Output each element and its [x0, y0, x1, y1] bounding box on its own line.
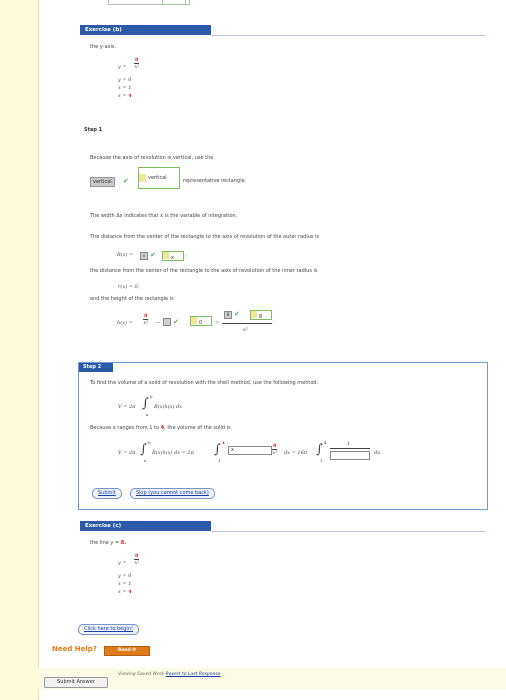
skip-button[interactable]: Skip (you cannot come back): [130, 488, 215, 499]
h-den2: x²: [243, 327, 248, 333]
v2-denominator-input[interactable]: [330, 451, 370, 460]
eq-y-fraction: [134, 57, 139, 70]
exercise-b-rule: [211, 35, 486, 36]
v-lower-a: a: [144, 458, 147, 463]
choice-gray-box[interactable]: vertical: [90, 177, 115, 187]
r-eq: r(x) = 0,: [118, 284, 140, 290]
h-small-box[interactable]: [163, 318, 171, 326]
formula-lower: a: [146, 412, 149, 417]
exercise-c-header: Exercise (c): [80, 521, 211, 531]
v2-num: 1: [347, 441, 351, 447]
h-eq: =: [215, 320, 220, 326]
exercise-c-rule: [211, 531, 486, 532]
pencil-icon: [251, 311, 257, 318]
eq-x4-c: x = 4: [118, 589, 132, 595]
check-icon: ✔: [173, 318, 179, 326]
v-upper: 4: [222, 440, 225, 445]
v-dx: dx = 16π: [284, 450, 308, 456]
h-green-box-zero[interactable]: 0: [190, 316, 212, 326]
v-upper-b: b: [148, 440, 151, 445]
exercise-c-prompt: the line y = 8.: [90, 540, 127, 546]
pencil-icon: [163, 252, 169, 259]
submit-button[interactable]: Submit: [92, 488, 122, 499]
eq-x1-c: x = 1: [118, 581, 132, 587]
step1-label: Step 1: [84, 127, 103, 133]
eq-y0-c: y = 0: [118, 573, 132, 579]
v2-upper: 4: [324, 440, 327, 445]
begin-button[interactable]: Click here to begin!: [78, 624, 139, 635]
step2-intro: To find the volume of a solid of revolution with the shell method, use the following method.: [90, 380, 319, 386]
integral-sign: ∫: [316, 442, 323, 457]
height-text: and the height of the rectangle is: [90, 296, 174, 302]
eq-y-fraction-c: 8 x²: [134, 553, 140, 566]
h-fraction-bar: [222, 323, 272, 324]
choice-green-box[interactable]: [138, 167, 180, 189]
v-body: R(x)h(x) dx = 2π: [152, 450, 194, 456]
eq-y0: y = 0: [118, 77, 132, 83]
formula-body: R(x)h(x) dx: [154, 404, 183, 410]
range-text: Because x ranges from 1 to 4, the volume of the solid is: [90, 425, 231, 431]
eq-x4: x = 4: [118, 93, 132, 99]
need-help-label: Need Help?: [52, 645, 97, 653]
integral-sign: ∫: [142, 396, 149, 411]
v-lower: 1: [218, 458, 221, 463]
eq-y-num: 8: [135, 57, 139, 63]
check-icon: ✔: [150, 251, 156, 259]
check-icon: ✔: [234, 310, 240, 318]
eq-y-lhs-c: y =: [118, 560, 127, 566]
revert-link[interactable]: Revert to Last Response: [165, 672, 221, 677]
h-fraction: 8 x²: [143, 313, 149, 326]
R-lhs: R(x) =: [117, 252, 134, 258]
width-text: The width Δx indicates that x is the variable of integration.: [90, 213, 238, 219]
R-small-box[interactable]: x: [140, 252, 148, 260]
submit-answer-button[interactable]: Submit Answer: [44, 677, 108, 688]
axis-text: Because the axis of revolution is vertical, use the: [90, 155, 214, 161]
R-green-box[interactable]: x: [162, 251, 184, 261]
h-green-box-eight[interactable]: 8: [250, 310, 272, 320]
v2-fraction-bar: [330, 448, 370, 449]
h-dot: .: [273, 318, 275, 324]
integral-sign: ∫: [214, 442, 221, 457]
formula-upper: b: [150, 394, 153, 399]
check-icon: ✔: [123, 177, 129, 185]
eq-y-lhs: y =: [118, 64, 127, 70]
v-input-box[interactable]: x: [228, 446, 272, 455]
eq-y-den: x²: [134, 64, 140, 70]
read-it-button[interactable]: Read It: [104, 646, 150, 656]
saved-work-text: Viewing Saved Work Revert to Last Response: [118, 672, 221, 677]
footer-bar: [38, 668, 506, 690]
integral-sign: ∫: [140, 442, 147, 457]
top-answer-stub: [162, 0, 186, 5]
outer-text: The distance from the center of the rectangle to the axis of revolution of the outer radius is: [90, 234, 320, 240]
R-comma: ,: [186, 252, 188, 258]
pencil-icon: [139, 174, 146, 182]
v-lhs: V = 2π: [118, 450, 136, 456]
v2-lower: 1: [320, 458, 323, 463]
v2-dx: dx.: [374, 450, 382, 456]
eq-x1: x = 1: [118, 85, 132, 91]
formula-lhs: V = 2π: [118, 404, 136, 410]
v-fraction: 8 x²: [272, 443, 278, 456]
h-lhs: h(x) =: [117, 320, 133, 326]
left-rail: [0, 0, 39, 700]
exercise-b-header: Exercise (b): [80, 25, 211, 35]
step2-label: Step 2: [79, 363, 113, 372]
exercise-b-prompt: the y-axis.: [90, 44, 117, 50]
h-small-box-top[interactable]: 8: [224, 311, 232, 319]
inner-text: the distance from the center of the rectangle to the axis of revolution of the inner radius is: [90, 268, 318, 274]
rect-text: representative rectangle.: [183, 178, 247, 184]
pencil-icon: [191, 317, 197, 324]
h-minus: −: [156, 320, 161, 326]
choice-green-label: vertical: [148, 175, 167, 181]
